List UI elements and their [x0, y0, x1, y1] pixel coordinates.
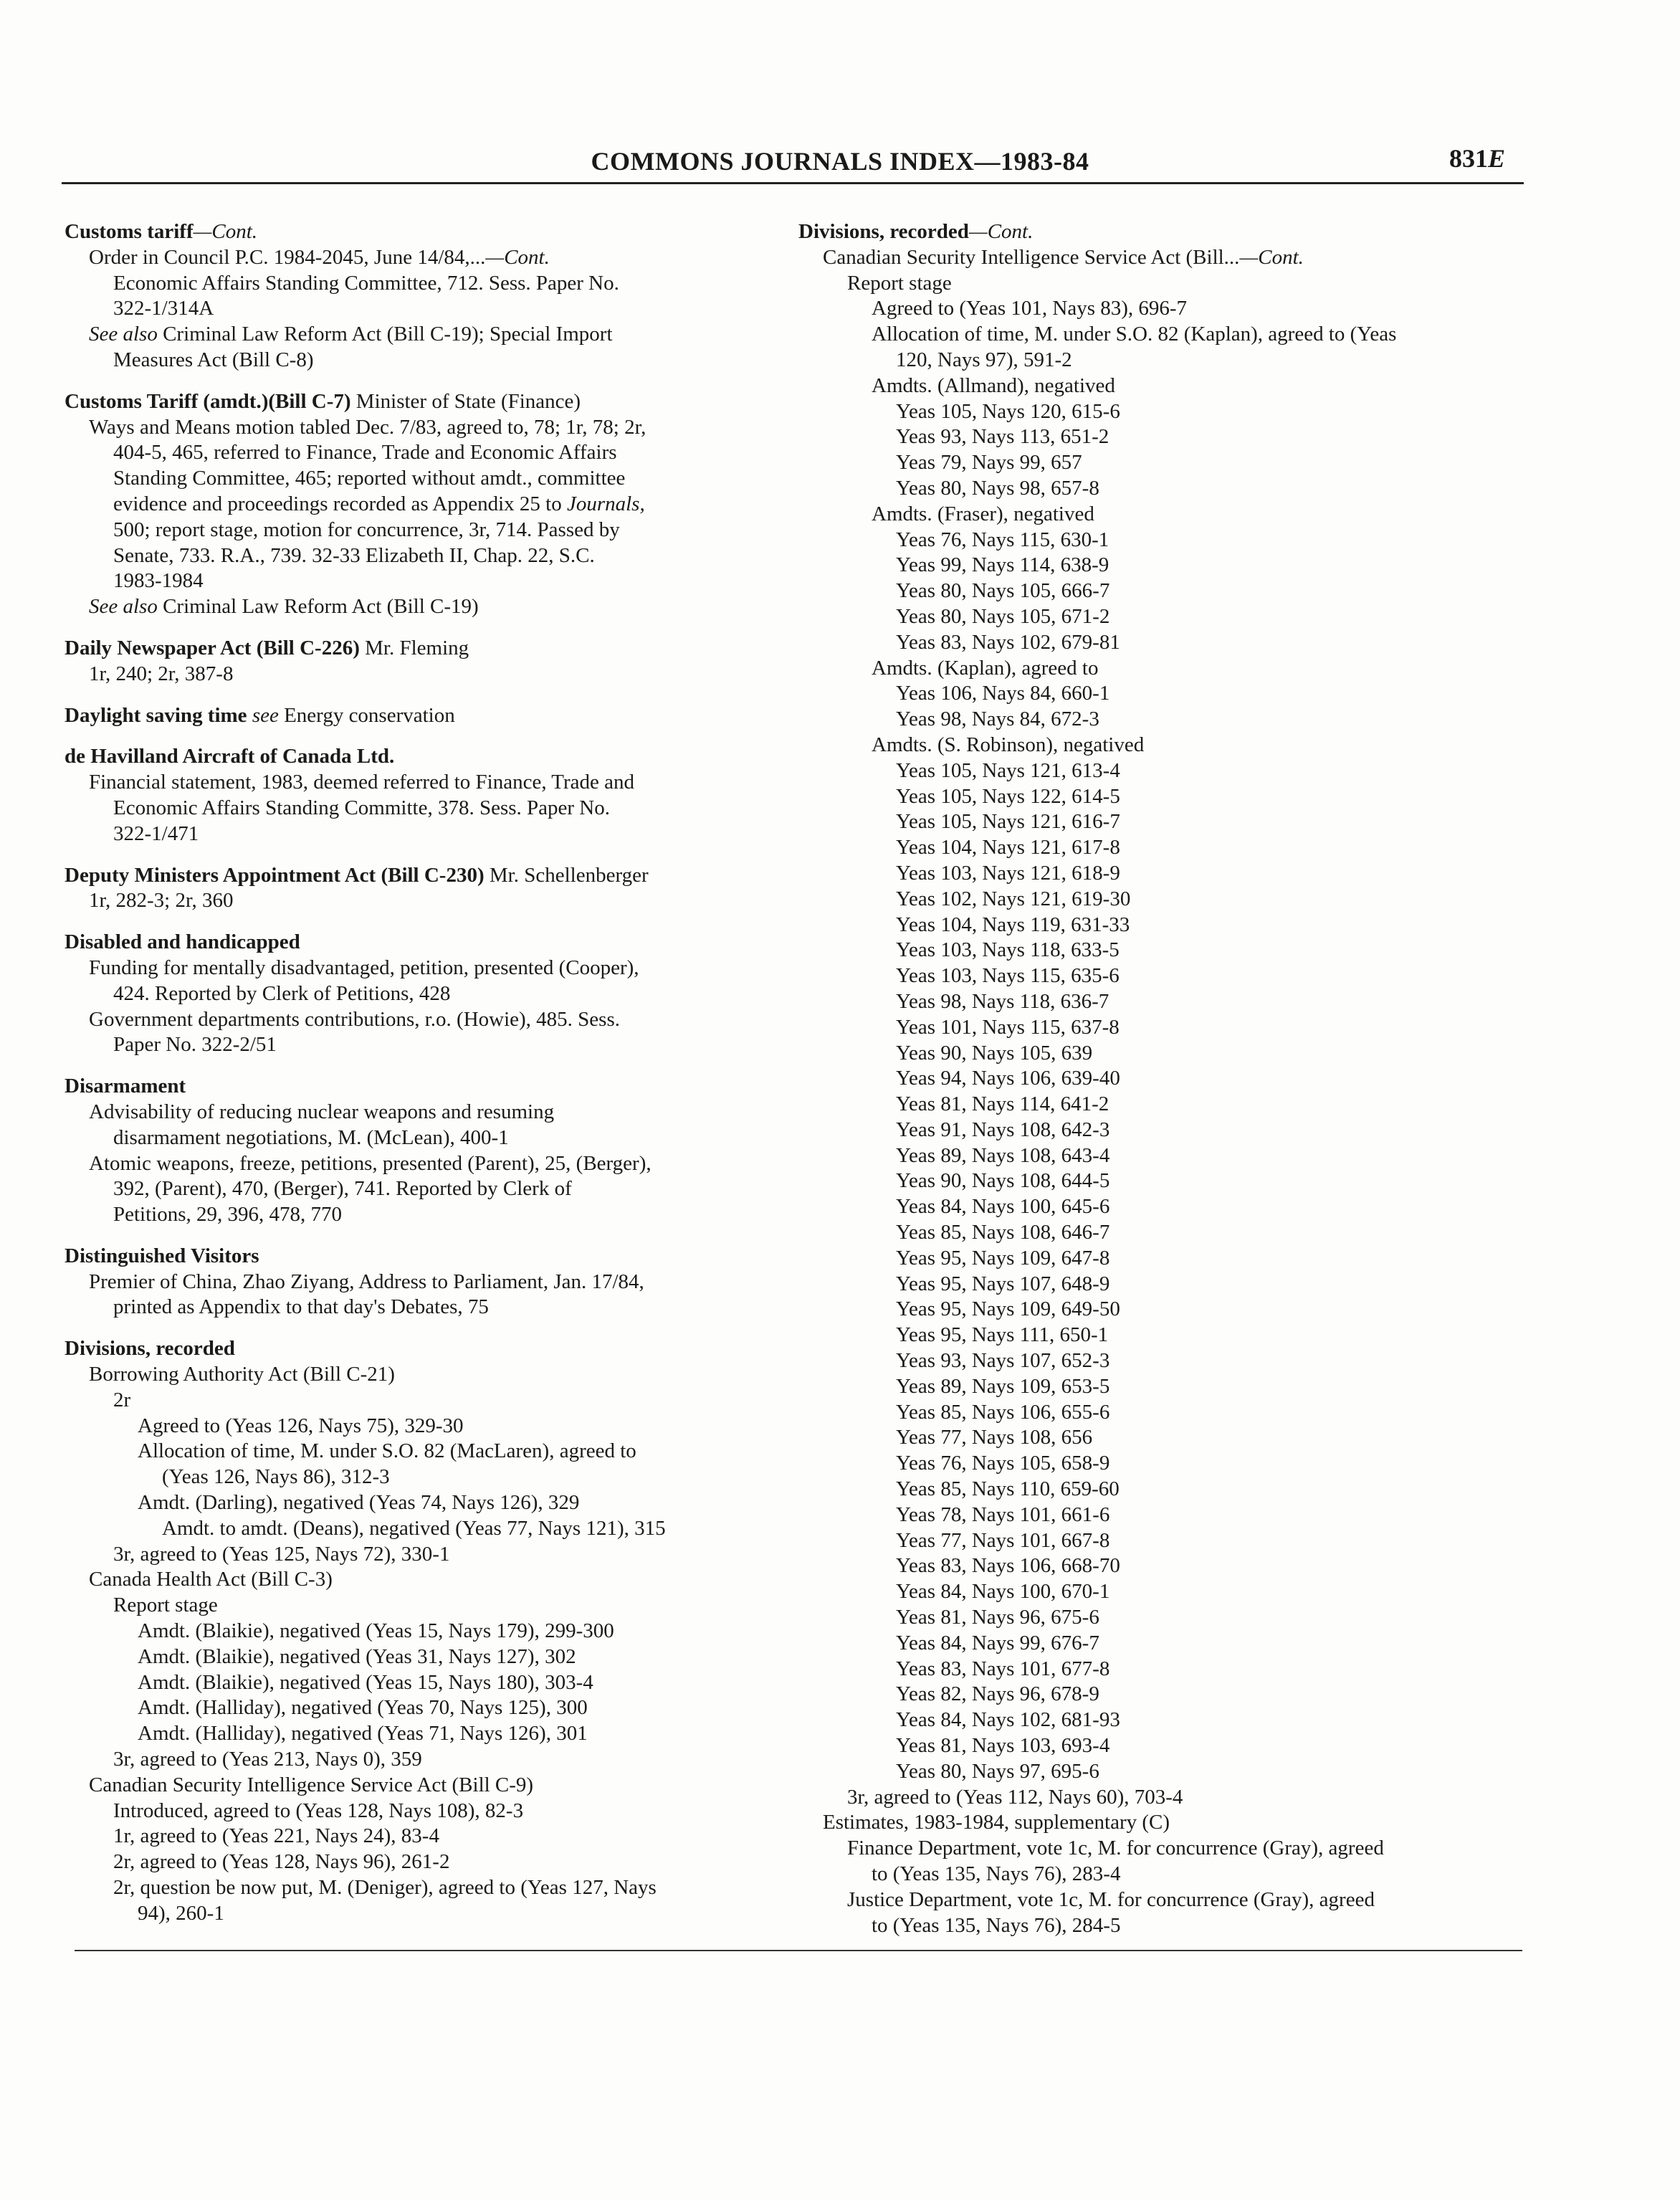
- index-text: disarmament negotiations, M. (McLean), 400-1: [113, 1125, 509, 1149]
- index-text: Yeas 90, Nays 105, 639: [896, 1041, 1093, 1065]
- index-line: [798, 1348, 1522, 1374]
- index-line: [65, 568, 788, 594]
- index-text: Yeas 94, Nays 106, 639-40: [896, 1067, 1120, 1090]
- index-line: [798, 1605, 1522, 1631]
- index-text: printed as Appendix to that day's Debates, 75: [113, 1295, 489, 1319]
- index-line: [798, 1092, 1522, 1118]
- index-line: [798, 707, 1522, 733]
- index-line: [65, 440, 788, 466]
- index-line: [798, 450, 1522, 476]
- index-text: Amdt. (Halliday), negatived (Yeas 70, Nays 125), 300: [138, 1696, 588, 1720]
- index-text: Report stage: [847, 271, 952, 295]
- index-heading: Deputy Ministers Appointment Act (Bill C-230): [65, 863, 485, 887]
- index-line: [798, 1862, 1522, 1887]
- index-text: Yeas 104, Nays 119, 631-33: [896, 913, 1130, 936]
- index-text: Yeas 101, Nays 115, 637-8: [896, 1015, 1120, 1039]
- index-line: [798, 1143, 1522, 1169]
- index-line: [798, 1631, 1522, 1657]
- see-also-label: See also: [89, 323, 158, 346]
- index-line: [65, 1516, 788, 1542]
- index-line: [798, 373, 1522, 399]
- index-text: Yeas 85, Nays 110, 659-60: [896, 1477, 1120, 1501]
- index-text: Yeas 79, Nays 99, 657: [896, 451, 1082, 475]
- index-text: Yeas 89, Nays 108, 643-4: [896, 1143, 1110, 1167]
- index-line: [798, 989, 1522, 1015]
- index-text: Yeas 83, Nays 101, 677-8: [896, 1657, 1110, 1680]
- index-line: [798, 1657, 1522, 1682]
- entry-spacer: [65, 687, 788, 703]
- index-line: [798, 1528, 1522, 1554]
- index-line: [798, 733, 1522, 758]
- index-line: [798, 1682, 1522, 1708]
- index-line: [65, 1490, 788, 1516]
- index-text: Yeas 95, Nays 111, 650-1: [896, 1323, 1109, 1347]
- index-line: [65, 1567, 788, 1593]
- index-text: 1r, 240; 2r, 387-8: [89, 662, 234, 685]
- index-line: [65, 518, 788, 543]
- index-heading: Disarmament: [65, 1075, 186, 1098]
- index-text: Order in Council P.C. 1984-2045, June 14/84,...: [89, 245, 486, 269]
- index-line: [798, 1246, 1522, 1272]
- entry-spacer: [65, 728, 788, 744]
- index-line: [798, 1451, 1522, 1477]
- see-also-label: See also: [89, 595, 158, 619]
- index-text: Yeas 77, Nays 101, 667-8: [896, 1528, 1110, 1552]
- index-text: 120, Nays 97), 591-2: [896, 348, 1072, 371]
- right-column: [798, 219, 1522, 1938]
- index-line: [798, 322, 1522, 348]
- index-text: Yeas 82, Nays 96, 678-9: [896, 1682, 1099, 1706]
- entry-spacer: [65, 914, 788, 930]
- index-heading-line: [65, 1244, 788, 1270]
- index-line: [65, 1151, 788, 1177]
- index-text: 2r: [113, 1388, 131, 1411]
- index-text: Yeas 105, Nays 121, 616-7: [896, 810, 1120, 834]
- index-text: Amdt. (Blaikie), negatived (Yeas 15, Nays 180), 303-4: [138, 1670, 593, 1694]
- index-text: Paper No. 322-2/51: [113, 1033, 277, 1057]
- index-text: Yeas 76, Nays 105, 658-9: [896, 1452, 1110, 1475]
- index-text: Yeas 93, Nays 113, 651-2: [896, 425, 1109, 449]
- index-heading-line: [65, 744, 788, 770]
- see-also-ref: Criminal Law Reform Act (Bill C-19): [157, 595, 479, 619]
- see-also-ref: Criminal Law Reform Act (Bill C-19); Special Import: [157, 323, 613, 346]
- index-line: [798, 604, 1522, 630]
- index-text: Yeas 91, Nays 108, 642-3: [896, 1118, 1110, 1141]
- index-heading-line: [798, 219, 1522, 245]
- index-text: Yeas 84, Nays 100, 670-1: [896, 1580, 1110, 1604]
- index-line: [798, 913, 1522, 938]
- index-line: [798, 1323, 1522, 1348]
- index-heading: de Havilland Aircraft of Canada Ltd.: [65, 745, 395, 768]
- index-line: [65, 1901, 788, 1927]
- index-text: Amdts. (Kaplan), agreed to: [872, 656, 1099, 680]
- index-line: [65, 245, 788, 271]
- index-line: [798, 809, 1522, 835]
- index-line: [65, 1619, 788, 1644]
- index-text: 3r, agreed to (Yeas 112, Nays 60), 703-4: [847, 1785, 1183, 1809]
- index-line: [798, 424, 1522, 450]
- index-line: [798, 1400, 1522, 1426]
- index-line: [65, 1695, 788, 1721]
- index-text: Advisability of reducing nuclear weapons and resuming: [89, 1100, 555, 1123]
- index-text: Yeas 103, Nays 115, 635-6: [896, 964, 1120, 988]
- index-line: [65, 492, 788, 518]
- index-line: [65, 796, 788, 822]
- index-line: [798, 271, 1522, 297]
- index-line: [65, 1362, 788, 1388]
- index-line: [798, 1168, 1522, 1194]
- index-text: Amdt. (Blaikie), negatived (Yeas 15, Nays 179), 299-300: [138, 1619, 614, 1643]
- index-line: [798, 1579, 1522, 1605]
- index-line: [65, 1007, 788, 1033]
- index-text: 322-1/314A: [113, 297, 214, 320]
- continued-note: —Cont.: [485, 245, 550, 269]
- page-number: [1449, 143, 1505, 173]
- index-heading: Customs Tariff (amdt.)(Bill C-7): [65, 389, 351, 413]
- index-line: [798, 1297, 1522, 1323]
- index-text: Yeas 84, Nays 100, 645-6: [896, 1195, 1110, 1219]
- index-text: 392, (Parent), 470, (Berger), 741. Reported by Clerk of: [113, 1177, 572, 1201]
- index-text: to (Yeas 135, Nays 76), 283-4: [872, 1862, 1121, 1885]
- header-rule: [62, 182, 1524, 184]
- index-text: Yeas 105, Nays 120, 615-6: [896, 399, 1120, 423]
- index-text: Amdts. (Allmand), negatived: [872, 373, 1115, 397]
- index-line: [65, 271, 788, 297]
- index-text: Yeas 77, Nays 108, 656: [896, 1426, 1093, 1449]
- index-text: 1r, agreed to (Yeas 221, Nays 24), 83-4: [113, 1824, 439, 1848]
- index-line: [798, 887, 1522, 913]
- index-line: [798, 1913, 1522, 1939]
- index-line: [65, 822, 788, 847]
- index-text: Funding for mentally disadvantaged, petition, presented (Cooper),: [89, 956, 639, 979]
- entry-spacer: [65, 1058, 788, 1074]
- index-line: [65, 322, 788, 348]
- index-heading-line: [65, 703, 788, 729]
- page-number-value: 831: [1448, 144, 1488, 173]
- index-text: Yeas 80, Nays 97, 695-6: [896, 1759, 1099, 1783]
- index-line: [65, 543, 788, 569]
- index-line: [798, 656, 1522, 682]
- index-text: 322-1/471: [113, 822, 199, 845]
- index-line: [798, 1477, 1522, 1503]
- index-text: Amdts. (Fraser), negatived: [872, 502, 1094, 525]
- index-line: [65, 1176, 788, 1202]
- index-heading-line: [65, 1336, 788, 1362]
- index-text: Senate, 733. R.A., 739. 32-33 Elizabeth II, Chap. 22, S.C.: [113, 543, 595, 567]
- index-text: Ways and Means motion tabled Dec. 7/83, agreed to, 78; 1r, 78; 2r,: [89, 415, 646, 439]
- index-line: [65, 956, 788, 981]
- index-line: [65, 981, 788, 1007]
- index-heading: Disabled and handicapped: [65, 930, 300, 954]
- page-number-suffix: E: [1487, 144, 1505, 173]
- index-line: [65, 1721, 788, 1747]
- index-line: [65, 1799, 788, 1824]
- index-line: [798, 1836, 1522, 1862]
- index-line: [65, 1747, 788, 1773]
- index-line: [65, 1824, 788, 1849]
- index-text: 1983-1984: [113, 569, 204, 593]
- index-line: [798, 348, 1522, 373]
- entry-spacer: [65, 620, 788, 636]
- index-text: evidence and proceedings recorded as Appendix 25 to: [113, 492, 567, 515]
- index-line: [798, 1220, 1522, 1246]
- index-line: [65, 888, 788, 914]
- index-text: Yeas 76, Nays 115, 630-1: [896, 528, 1109, 551]
- index-line: [798, 1887, 1522, 1913]
- index-text: Yeas 102, Nays 121, 619-30: [896, 887, 1131, 910]
- index-line: [798, 861, 1522, 887]
- index-text: Finance Department, vote 1c, M. for concurrence (Gray), agreed: [847, 1837, 1384, 1860]
- index-text: Yeas 85, Nays 106, 655-6: [896, 1400, 1110, 1424]
- index-line: [798, 938, 1522, 963]
- index-text: Yeas 104, Nays 121, 617-8: [896, 836, 1120, 859]
- left-column: [65, 219, 788, 1927]
- index-text: Estimates, 1983-1984, supplementary (C): [823, 1811, 1170, 1834]
- entry-spacer: [65, 1320, 788, 1336]
- index-heading: Daylight saving time: [65, 703, 247, 727]
- index-text: (Yeas 126, Nays 86), 312-3: [162, 1465, 390, 1489]
- index-line: [798, 1759, 1522, 1785]
- index-text: Amdt. (Darling), negatived (Yeas 74, Nays 126), 329: [138, 1491, 580, 1515]
- index-text: Financial statement, 1983, deemed referred to Finance, Trade and: [89, 771, 635, 794]
- index-heading: Divisions, recorded: [65, 1337, 235, 1361]
- index-line: [65, 1100, 788, 1125]
- index-line: [65, 594, 788, 620]
- index-text: Yeas 93, Nays 107, 652-3: [896, 1349, 1110, 1373]
- index-text: 94), 260-1: [138, 1901, 224, 1925]
- index-text: Yeas 80, Nays 105, 666-7: [896, 579, 1110, 603]
- index-text: Yeas 103, Nays 118, 633-5: [896, 938, 1120, 962]
- index-line: [798, 681, 1522, 707]
- index-line: [65, 1388, 788, 1414]
- index-text: Yeas 84, Nays 99, 676-7: [896, 1631, 1099, 1654]
- index-text: Amdt. (Halliday), negatived (Yeas 71, Nays 126), 301: [138, 1722, 588, 1746]
- index-line: [798, 245, 1522, 271]
- index-line: [65, 1465, 788, 1490]
- index-line: [798, 835, 1522, 861]
- index-line: [798, 502, 1522, 528]
- italic-ref: Journals,: [566, 492, 645, 515]
- index-line: [65, 466, 788, 492]
- index-text: Amdt. (Blaikie), negatived (Yeas 31, Nays 127), 302: [138, 1644, 576, 1668]
- index-text: Yeas 99, Nays 114, 638-9: [896, 553, 1109, 577]
- index-line: [65, 1414, 788, 1439]
- index-text: Standing Committee, 465; reported without amdt., committee: [113, 467, 626, 490]
- index-text: Amdt. to amdt. (Deans), negatived (Yeas 77, Nays 121), 315: [162, 1516, 666, 1540]
- index-text: Yeas 95, Nays 109, 647-8: [896, 1246, 1110, 1270]
- index-text: Allocation of time, M. under S.O. 82 (Kaplan), agreed to (Yeas: [872, 323, 1397, 346]
- index-heading-line: [65, 930, 788, 956]
- index-line: [65, 1032, 788, 1058]
- index-heading-detail: Mr. Schellenberger: [484, 863, 649, 887]
- index-text: Introduced, agreed to (Yeas 128, Nays 108), 82-3: [113, 1799, 524, 1822]
- index-heading: Distinguished Visitors: [65, 1244, 259, 1267]
- index-line: [798, 553, 1522, 578]
- index-text: Report stage: [113, 1594, 218, 1617]
- index-text: 3r, agreed to (Yeas 125, Nays 72), 330-1: [113, 1542, 450, 1566]
- index-text: Amdts. (S. Robinson), negatived: [872, 733, 1145, 756]
- index-line: [798, 476, 1522, 502]
- index-line: [65, 415, 788, 441]
- index-line: [65, 1295, 788, 1320]
- index-text: 1r, 282-3; 2r, 360: [89, 889, 234, 913]
- index-text: 2r, question be now put, M. (Deniger), agreed to (Yeas 127, Nays: [113, 1876, 657, 1900]
- index-line: [65, 1875, 788, 1901]
- index-text: Agreed to (Yeas 126, Nays 75), 329-30: [138, 1414, 464, 1437]
- index-line: [798, 1785, 1522, 1811]
- index-text: 3r, agreed to (Yeas 213, Nays 0), 359: [113, 1748, 422, 1771]
- page-title: COMMONS JOURNALS INDEX—1983-84: [591, 147, 1089, 176]
- index-line: [798, 1553, 1522, 1579]
- index-line: [798, 296, 1522, 322]
- index-line: [798, 399, 1522, 425]
- index-heading-note: —Cont.: [193, 220, 258, 243]
- index-heading-ref: Energy conservation: [278, 703, 455, 727]
- index-text: 424. Reported by Clerk of Petitions, 428: [113, 981, 451, 1005]
- index-heading-note: —Cont.: [968, 220, 1034, 243]
- index-line: [798, 1015, 1522, 1041]
- index-text: Economic Affairs Standing Committee, 712. Sess. Paper No.: [113, 271, 619, 295]
- index-line: [65, 1542, 788, 1568]
- index-text: Allocation of time, M. under S.O. 82 (MacLaren), agreed to: [138, 1439, 636, 1463]
- index-line: [65, 1270, 788, 1295]
- index-text: Yeas 78, Nays 101, 661-6: [896, 1503, 1110, 1526]
- index-text: Yeas 83, Nays 106, 668-70: [896, 1554, 1120, 1578]
- entry-spacer: [65, 847, 788, 863]
- index-text: Agreed to (Yeas 101, Nays 83), 696-7: [872, 297, 1188, 320]
- index-text: Yeas 85, Nays 108, 646-7: [896, 1221, 1110, 1244]
- index-line: [798, 758, 1522, 784]
- index-line: [798, 1425, 1522, 1451]
- index-text: Yeas 105, Nays 121, 613-4: [896, 758, 1120, 782]
- index-heading-note: see: [247, 703, 279, 727]
- index-text: Atomic weapons, freeze, petitions, presented (Parent), 25, (Berger),: [89, 1151, 652, 1175]
- index-text: Canadian Security Intelligence Service Act (Bill C-9): [89, 1773, 534, 1796]
- index-text: Borrowing Authority Act (Bill C-21): [89, 1363, 395, 1386]
- index-text: Yeas 105, Nays 122, 614-5: [896, 784, 1120, 808]
- index-heading-line: [65, 1074, 788, 1100]
- index-line: [798, 1374, 1522, 1400]
- index-text: Economic Affairs Standing Committe, 378. Sess. Paper No.: [113, 796, 610, 819]
- index-line: [65, 1849, 788, 1875]
- index-heading-line: [65, 636, 788, 662]
- index-text: Measures Act (Bill C-8): [113, 348, 314, 371]
- index-text: Yeas 89, Nays 109, 653-5: [896, 1374, 1110, 1398]
- index-line: [798, 1733, 1522, 1759]
- index-line: [798, 528, 1522, 553]
- index-text: Yeas 98, Nays 118, 636-7: [896, 989, 1109, 1013]
- index-text: Yeas 80, Nays 98, 657-8: [896, 476, 1099, 500]
- index-text: Yeas 81, Nays 103, 693-4: [896, 1734, 1110, 1758]
- index-heading: Divisions, recorded: [798, 220, 969, 243]
- index-text: 500; report stage, motion for concurrence, 3r, 714. Passed by: [113, 518, 620, 541]
- index-text: Premier of China, Zhao Ziyang, Address to Parliament, Jan. 17/84,: [89, 1270, 644, 1293]
- index-text: Canadian Security Intelligence Service Act (Bill...: [823, 245, 1240, 269]
- index-text: Canada Health Act (Bill C-3): [89, 1568, 333, 1591]
- index-line: [798, 1194, 1522, 1220]
- index-heading-line: [65, 863, 788, 889]
- index-text: Yeas 90, Nays 108, 644-5: [896, 1169, 1110, 1193]
- index-line: [798, 1118, 1522, 1143]
- index-line: [798, 1066, 1522, 1092]
- index-text: to (Yeas 135, Nays 76), 284-5: [872, 1913, 1121, 1937]
- index-line: [798, 578, 1522, 604]
- index-line: [65, 1125, 788, 1151]
- index-text: Petitions, 29, 396, 478, 770: [113, 1203, 343, 1227]
- index-line: [65, 1773, 788, 1799]
- index-line: [65, 1202, 788, 1228]
- index-line: [65, 770, 788, 796]
- index-line: [65, 1670, 788, 1696]
- continued-note: —Cont.: [1239, 245, 1304, 269]
- index-line: [798, 1272, 1522, 1297]
- index-line: [798, 963, 1522, 989]
- index-text: Yeas 81, Nays 114, 641-2: [896, 1092, 1109, 1116]
- index-line: [798, 1810, 1522, 1836]
- index-text: Yeas 81, Nays 96, 675-6: [896, 1606, 1099, 1629]
- index-line: [65, 662, 788, 687]
- entry-spacer: [65, 373, 788, 389]
- index-text: Government departments contributions, r.o. (Howie), 485. Sess.: [89, 1007, 620, 1031]
- index-line: [798, 1708, 1522, 1733]
- index-line: [65, 296, 788, 322]
- index-heading-detail: Minister of State (Finance): [350, 389, 581, 413]
- index-line: [65, 1593, 788, 1619]
- index-line: [65, 1439, 788, 1465]
- index-heading-detail: Mr. Fleming: [359, 636, 469, 659]
- footer-rule: [75, 1950, 1522, 1951]
- index-heading: Customs tariff: [65, 220, 194, 243]
- index-text: 404-5, 465, referred to Finance, Trade and Economic Affairs: [113, 441, 617, 465]
- index-heading-line: [65, 219, 788, 245]
- index-text: Justice Department, vote 1c, M. for concurrence (Gray), agreed: [847, 1887, 1375, 1911]
- index-heading-line: [65, 389, 788, 415]
- index-line: [798, 784, 1522, 810]
- index-text: Yeas 95, Nays 109, 649-50: [896, 1297, 1120, 1321]
- index-text: Yeas 106, Nays 84, 660-1: [896, 682, 1110, 705]
- index-text: Yeas 103, Nays 121, 618-9: [896, 861, 1120, 885]
- index-text: Yeas 95, Nays 107, 648-9: [896, 1272, 1110, 1295]
- index-line: [65, 1644, 788, 1670]
- entry-spacer: [65, 1228, 788, 1244]
- index-line: [798, 1503, 1522, 1528]
- index-text: Yeas 83, Nays 102, 679-81: [896, 630, 1120, 654]
- index-text: Yeas 98, Nays 84, 672-3: [896, 708, 1099, 731]
- index-line: [65, 348, 788, 373]
- index-line: [798, 630, 1522, 656]
- index-text: Yeas 84, Nays 102, 681-93: [896, 1708, 1120, 1732]
- index-text: 2r, agreed to (Yeas 128, Nays 96), 261-2: [113, 1850, 450, 1874]
- index-heading: Daily Newspaper Act (Bill C-226): [65, 636, 360, 659]
- index-line: [798, 1041, 1522, 1067]
- index-text: Yeas 80, Nays 105, 671-2: [896, 604, 1110, 628]
